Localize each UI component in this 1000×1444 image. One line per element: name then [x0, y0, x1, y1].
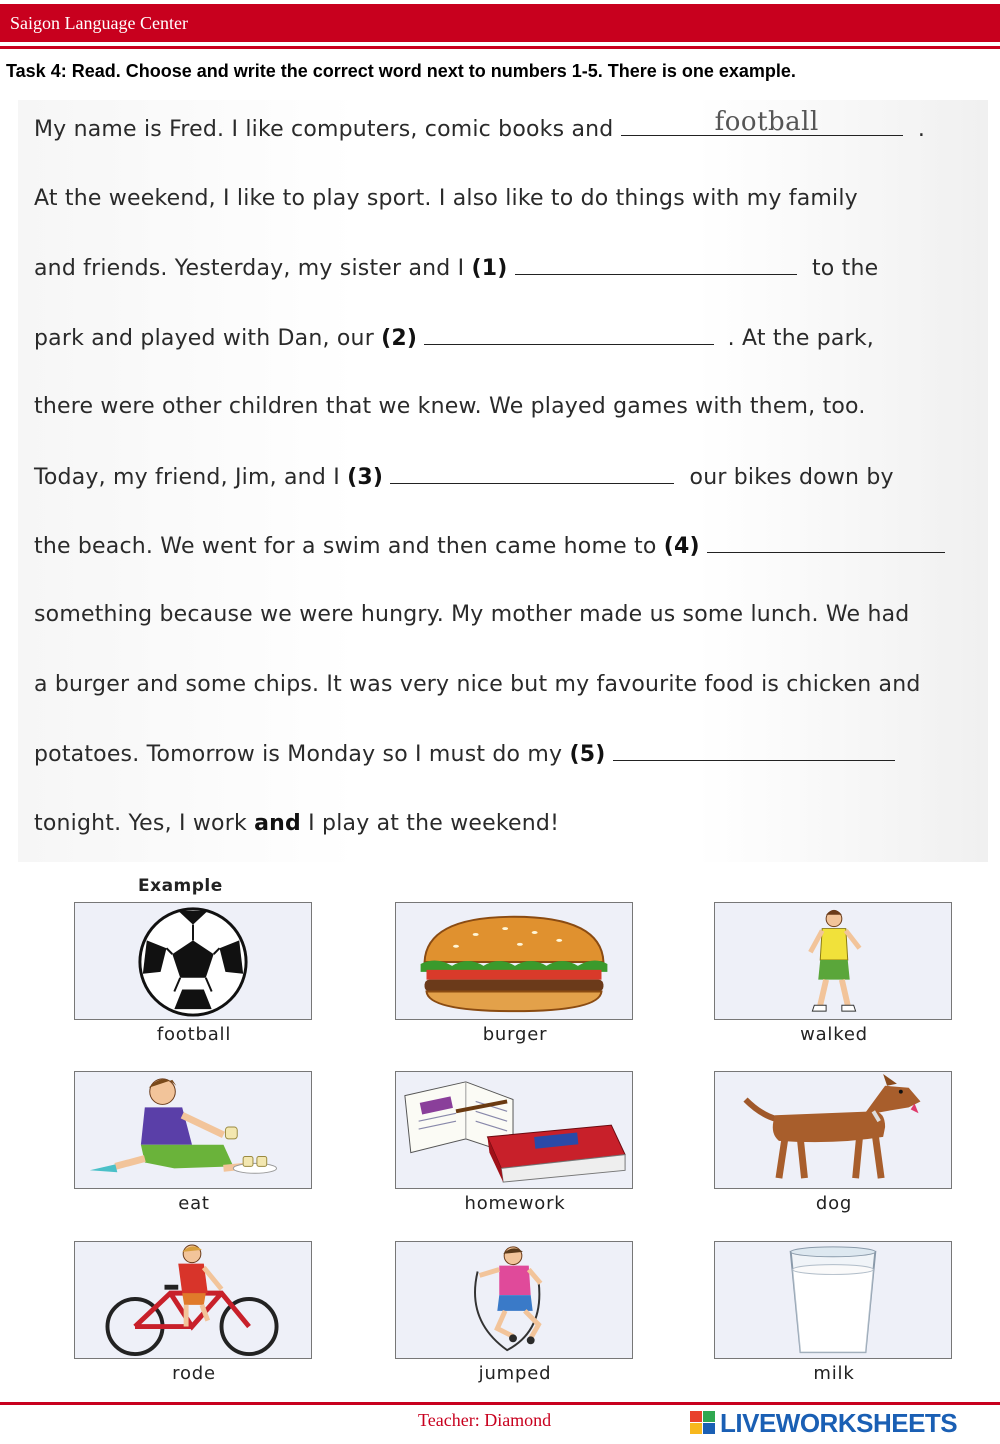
- passage-line-11: [34, 811, 559, 836]
- passage-text: potatoes. Tomorrow is Monday so I must do my: [34, 742, 563, 767]
- word-caption: rode: [172, 1363, 216, 1384]
- eat-picture: [74, 1071, 312, 1189]
- passage-text: I play at the weekend!: [308, 811, 560, 836]
- passage-line-2: At the weekend, I like to play sport. I also like to do things with my family: [34, 186, 858, 211]
- passage-text: .: [917, 117, 926, 142]
- football-picture: [74, 902, 312, 1020]
- word-caption: jumped: [478, 1363, 552, 1384]
- walked-picture: [714, 902, 952, 1020]
- homework-picture: [395, 1071, 633, 1189]
- header-title: Saigon Language Center: [10, 13, 188, 33]
- burger-icon: [396, 903, 632, 1019]
- answer-blank-1[interactable]: [515, 255, 797, 275]
- logo-text: LIVEWORKSHEETS: [720, 1408, 958, 1438]
- reading-passage: [18, 100, 988, 862]
- rode-picture: [74, 1241, 312, 1359]
- answer-blank-3[interactable]: [390, 464, 674, 484]
- passage-line-5: there were other children that we knew. We played games with them, too.: [34, 394, 866, 419]
- milk-picture: [714, 1241, 952, 1359]
- example-label: Example: [138, 876, 223, 896]
- word-caption: homework: [464, 1193, 566, 1214]
- word-caption: football: [156, 1024, 232, 1045]
- jumped-picture: [395, 1241, 633, 1359]
- walking-boy-icon: [715, 903, 951, 1019]
- header-bar: [0, 4, 1000, 42]
- passage-line-7: [34, 533, 945, 559]
- liveworksheets-logo[interactable]: [690, 1407, 990, 1439]
- example-answer-blank: [621, 107, 903, 137]
- header-divider: [0, 46, 1000, 49]
- passage-line-10: [34, 741, 895, 767]
- passage-line-9: a burger and some chips. It was very nice but my favourite food is chicken and: [34, 672, 921, 697]
- passage-text: My name is Fred. I like computers, comic books and: [34, 117, 614, 142]
- passage-text: park and played with Dan, our: [34, 326, 374, 351]
- eating-boy-icon: [75, 1072, 311, 1188]
- books-icon: [396, 1072, 632, 1188]
- word-caption: dog: [815, 1193, 853, 1214]
- jumping-boy-icon: [396, 1242, 632, 1358]
- teacher-credit: Teacher: Diamond: [418, 1410, 552, 1430]
- example-answer: football: [714, 107, 819, 137]
- passage-line-1: [34, 107, 926, 142]
- question-number-5: (5): [569, 742, 606, 767]
- passage-line-6: [34, 464, 894, 490]
- passage-text: to the: [811, 256, 879, 281]
- football-icon: [75, 903, 311, 1019]
- word-caption: walked: [800, 1024, 868, 1045]
- passage-text: our bikes down by: [689, 465, 894, 490]
- word-caption: milk: [813, 1363, 855, 1384]
- question-number-4: (4): [663, 534, 700, 559]
- dog-picture: [714, 1071, 952, 1189]
- word-caption: eat: [178, 1193, 210, 1214]
- passage-bold-word: and: [254, 811, 301, 836]
- bicycle-icon: [75, 1242, 311, 1358]
- task-instruction: Task 4: Read. Choose and write the correct word next to numbers 1-5. There is one example.: [6, 61, 796, 81]
- passage-text: . At the park,: [727, 326, 874, 351]
- question-number-1: (1): [471, 256, 508, 281]
- logo-squares-icon: [690, 1411, 716, 1435]
- passage-text: tonight. Yes, I work: [34, 811, 247, 836]
- footer-divider: [0, 1402, 1000, 1405]
- passage-text: and friends. Yesterday, my sister and I: [34, 256, 465, 281]
- passage-line-4: [34, 325, 874, 351]
- passage-line-3: [34, 255, 878, 281]
- word-caption: burger: [482, 1024, 548, 1045]
- answer-blank-4[interactable]: [707, 533, 945, 553]
- question-number-2: (2): [381, 326, 418, 351]
- dog-icon: [715, 1072, 951, 1188]
- passage-text: the beach. We went for a swim and then came home to: [34, 534, 657, 559]
- question-number-3: (3): [347, 465, 384, 490]
- passage-line-8: something because we were hungry. My mother made us some lunch. We had: [34, 602, 910, 627]
- milk-glass-icon: [715, 1242, 951, 1358]
- answer-blank-5[interactable]: [613, 741, 895, 761]
- answer-blank-2[interactable]: [424, 325, 714, 345]
- passage-text: Today, my friend, Jim, and I: [34, 465, 340, 490]
- burger-picture: [395, 902, 633, 1020]
